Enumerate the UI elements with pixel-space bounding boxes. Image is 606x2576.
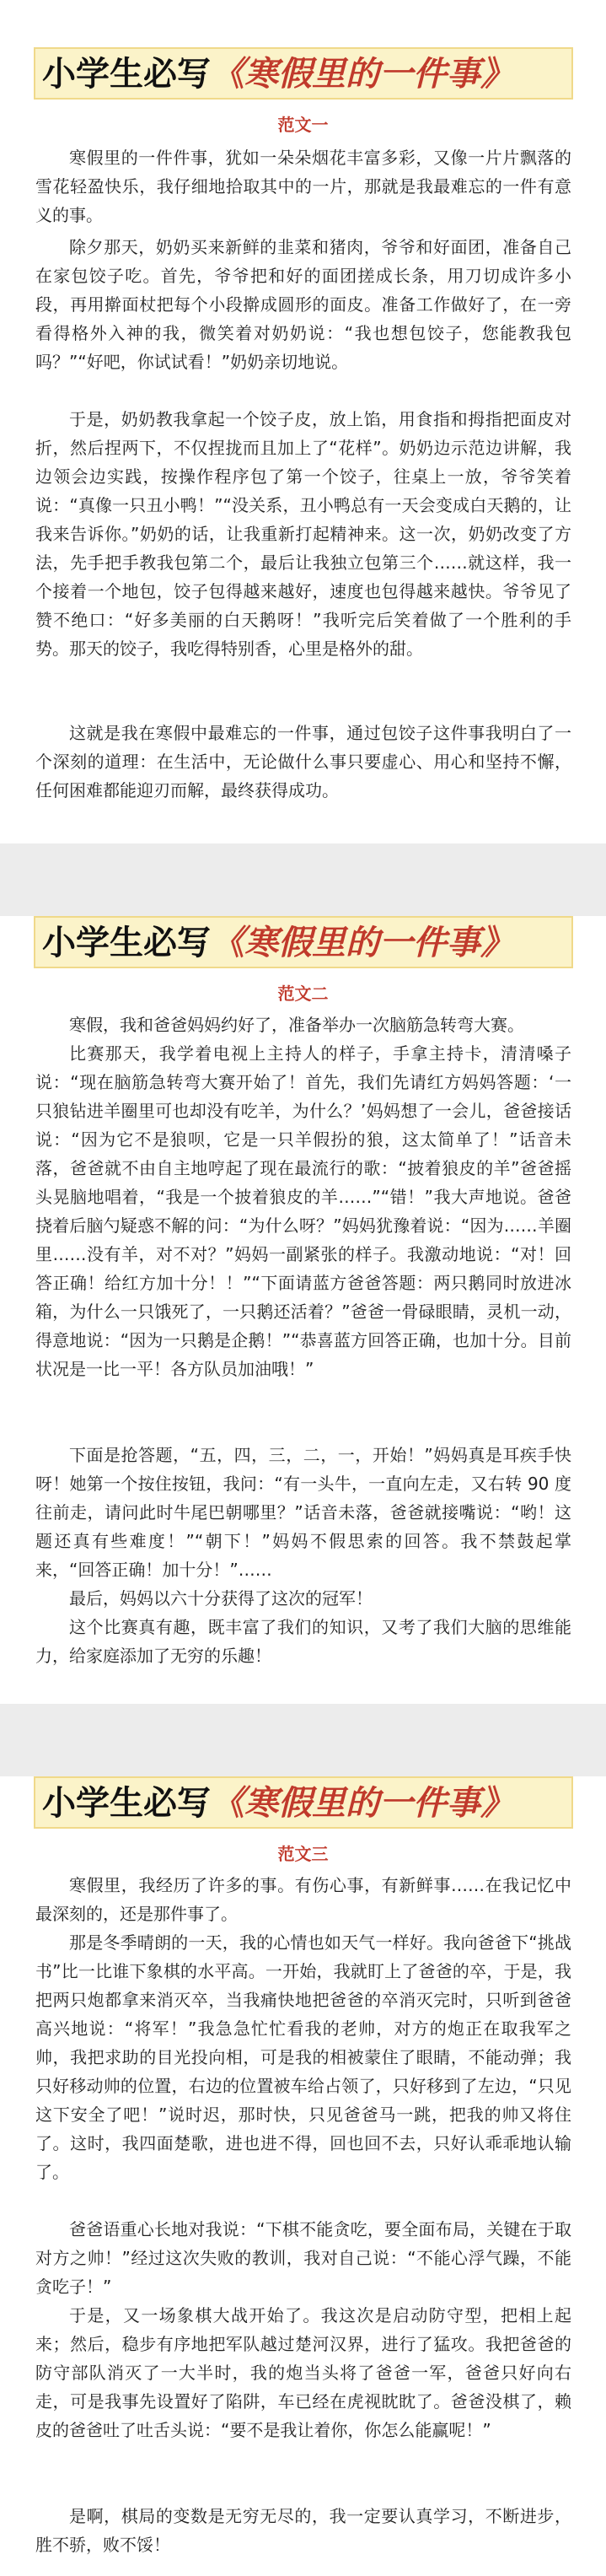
section-divider: [0, 1704, 606, 1776]
title-plain: 小学生必写: [42, 924, 211, 962]
paragraph: 寒假，我和爸爸妈妈约好了，准备举办一次脑筋急转弯大赛。: [69, 1015, 524, 1035]
paragraph: 除夕那天，奶奶买来新鲜的韭菜和猪肉，爷爷和好面团，准备自己在家包饺子吃。首先，爷爷把和好的面团搓成长条，用刀切成许多小段，再用擀面杖把每个小段擀成圆形的面皮。准备工作做好了，在一旁看得格外入神的我，微笑着对奶奶说：“我也想包饺子，您能教我包吗？”“好吧，你试试看！”奶奶亲切地说。: [35, 237, 571, 372]
title-emphasis: 《寒假里的一件事》: [211, 1784, 514, 1823]
paragraph: 是啊，棋局的变数是无穷无尽的，我一定要认真学习，不断进步，胜不骄，败不馁！: [35, 2506, 571, 2555]
paragraph: 最后，妈妈以六十分获得了这次的冠军！: [69, 1588, 373, 1609]
paragraph: 寒假里的一件件事，犹如一朵朵烟花丰富多彩，又像一片片飘落的雪花轻盈快乐，我仔细地拾取其中的一片，那就是我最难忘的一件有意义的事。: [35, 148, 571, 225]
essay-title: [42, 924, 514, 962]
essay-title: [42, 1785, 514, 1822]
essay-subtitle: 范文二: [277, 984, 329, 1004]
essay-subtitle: 范文一: [277, 115, 329, 135]
essay-title-banner: [34, 916, 573, 968]
essay-title: [42, 56, 514, 93]
title-emphasis: 《寒假里的一件事》: [211, 55, 514, 94]
paragraph: 比赛那天，我学着电视上主持人的样子，手拿主持卡，清清嗓子说：“现在脑筋急转弯大赛开始了！首先，我们先请红方妈妈答题：‘一只狼钻进羊圈里可也却没有吃羊，为什么？’妈妈想了一会儿，爸爸接话说：“因为它不是狼呗，它是一只羊假扮的狼，这太简单了！”话音未落，爸爸就不由自主地哼起了现在最流行的歌：“披着狼皮的羊”爸爸摇头晃脑地唱着，“我是一个披着狼皮的羊……”“错！”我大声地说。爸爸挠着后脑勺疑惑不解的问：“为什么呀？”妈妈犹豫着说：“因为……羊圈里……没有羊，对不对？”妈妈一副紧张的样子。我激动地说：“对！回答正确！给红方加十分！！”“下面请蓝方爸爸答题：两只鹅同时放进冰箱，为什么一只饿死了，一只鹅还活着？”爸爸一骨碌眼睛，灵机一动，得意地说：“因为一只鹅是企鹅！”“恭喜蓝方回答正确，也加十分。目前状况是一比一平！各方队员加油哦！”: [35, 1043, 571, 1379]
section-divider: [0, 843, 606, 916]
paragraph: 于是，又一场象棋大战开始了。我这次是启动防守型，把相上起来；然后，稳步有序地把军队越过楚河汉界，进行了猛攻。我把爸爸的防守部队消灭了一大半时，我的炮当头将了爸爸一军，爸爸只好向右走，可是我事先设置好了陷阱，车已经在虎视眈眈了。爸爸没棋了，赖皮的爸爸吐了吐舌头说：“要不是我让着你，你怎么能赢呢！”: [35, 2305, 571, 2440]
title-emphasis: 《寒假里的一件事》: [211, 924, 514, 962]
paragraph: 爸爸语重心长地对我说：“下棋不能贪吃，要全面布局，关键在于取对方之帅！”经过这次失败的教训，我对自己说：“不能心浮气躁，不能贪吃子！”: [35, 2219, 571, 2297]
title-plain: 小学生必写: [42, 55, 211, 94]
paragraph: 这个比赛真有趣，既丰富了我们的知识，又考了我们大脑的思维能力，给家庭添加了无穷的乐趣！: [35, 1617, 571, 1666]
paragraph: 那是冬季晴朗的一天，我的心情也如天气一样好。我向爸爸下“挑战书”比一比谁下象棋的水平高。一开始，我就盯上了爸爸的卒，于是，我把两只炮都拿来消灭卒，当我痛快地把爸爸的卒消灭完时，只听到爸爸高兴地说：“将军！”我急急忙忙看我的老帅，对方的炮正在取我军之帅，我把求助的目光投向相，可是我的相被蒙住了眼睛，不能动弹；我只好移动帅的位置，右边的位置被车给占领了，只好移到了左边，“只见这下安全了吧！”说时迟，那时快，只见爸爸马一跳，把我的帅又将住了。这时，我四面楚歌，进也进不得，回也回不去，只好认乖乖地认输了。: [35, 1932, 571, 2182]
essay-section-2: [0, 916, 606, 1709]
paragraph: 于是，奶奶教我拿起一个饺子皮，放上馅，用食指和拇指把面皮对折，然后捏两下，不仅捏拢而且加上了“花样”。奶奶边示范边讲解，我边领会边实践，按操作程序包了第一个饺子，往桌上一放，爷爷笑着说：“真像一只丑小鸭！”“没关系，丑小鸭总有一天会变成白天鹅的，让我来告诉你。”奶奶的话，让我重新打起精神来。这一次，奶奶改变了方法，先手把手教我包第二个，最后让我独立包第三个……就这样，我一个接着一个地包，饺子包得越来越好，速度也包得越来越快。爷爷见了赞不绝口：“好多美丽的白天鹅呀！”我听完后笑着做了一个胜利的手势。那天的饺子，我吃得特别香，心里是格外的甜。: [35, 409, 571, 659]
essay-section-3: [0, 1776, 606, 2576]
title-plain: 小学生必写: [42, 1784, 211, 1823]
paragraph: 这就是我在寒假中最难忘的一件事，通过包饺子这件事我明白了一个深刻的道理：在生活中，无论做什么事只要虚心、用心和坚持不懈，任何困难都能迎刃而解，最终获得成功。: [35, 723, 571, 800]
paragraph: 寒假里，我经历了许多的事。有伤心事，有新鲜事……在我记忆中最深刻的，还是那件事了。: [35, 1875, 571, 1924]
essay-subtitle: 范文三: [277, 1844, 329, 1864]
essay-section-1: [0, 0, 606, 843]
essay-title-banner: [34, 1776, 573, 1829]
essay-title-banner: [34, 47, 573, 100]
paragraph: 下面是抢答题，“五，四，三，二，一，开始！”妈妈真是耳疾手快呀！她第一个按住按钮，我问：“有一头牛，一直向左走，又右转 90 度往前走，请问此时牛尾巴朝哪里？”话音未落，爸爸就接嘴说：“哟！这题还真有些难度！”“朝下！”妈妈不假思索的回答。我不禁鼓起掌来，“回答正确！加十分！”……: [35, 1445, 571, 1580]
